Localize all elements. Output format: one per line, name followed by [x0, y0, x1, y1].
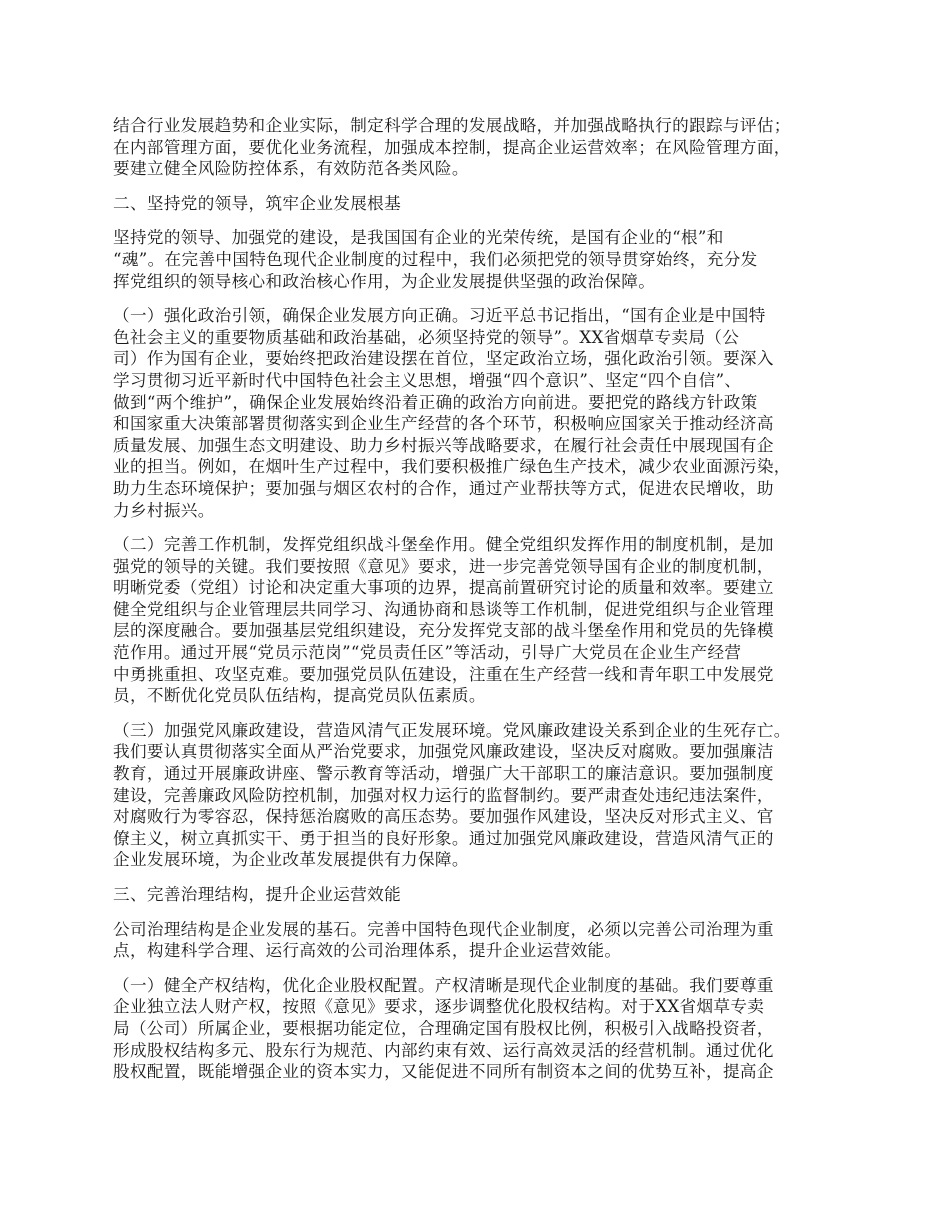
paragraph-line: 业的担当。例如，在烟叶生产过程中，我们要积极推广绿色生产技术，减少农业面源污染， — [113, 457, 791, 477]
paragraph-line: （一）强化政治引领，确保企业发展方向正确。习近平总书记指出，“国有企业是中国特 — [113, 306, 766, 326]
paragraph-line: 结合行业发展趋势和企业实际，制定科学合理的发展战略，并加强战略执行的跟踪与评估； — [113, 116, 791, 135]
paragraph-line: 强党的领导的关键。我们要按照《意见》要求，进一步完善党领导国有企业的制度机制， — [113, 556, 774, 576]
paragraph-line: 企业独立法人财产权，按照《意见》要求，逐步调整优化股权结构。对于XX省烟草专卖 — [113, 997, 765, 1017]
body-paragraph — [113, 975, 853, 1083]
body-paragraph — [113, 919, 853, 962]
paragraph-line: 僚主义，树立真抓实干、勇于担当的良好形象。通过加强党风廉政建设，营造风清气正的 — [113, 828, 774, 848]
paragraph-line: （三）加强党风廉政建设，营造风清气正发展环境。党风廉政建设关系到企业的生死存亡。 — [113, 720, 791, 740]
paragraph-line: 我们要认真贯彻落实全面从严治党要求，加强党风廉政建设，坚决反对腐败。要加强廉洁 — [113, 742, 774, 762]
paragraph-line: 和国家重大决策部署贯彻落实到企业生产经营的各个环节，积极响应国家关于推动经济高 — [113, 414, 774, 434]
section-heading — [113, 884, 853, 906]
heading-text: 二、坚持党的领导，筑牢企业发展根基 — [113, 193, 402, 213]
paragraph-line: 坚持党的领导、加强党的建设，是我国国有企业的光荣传统，是国有企业的“根”和 — [113, 228, 724, 248]
paragraph-line: 在内部管理方面，要优化业务流程，加强成本控制，提高企业运营效率；在风险管理方面， — [113, 137, 791, 157]
paragraph-line: 要建立健全风险防控体系，有效防范各类风险。 — [113, 159, 469, 179]
body-paragraph — [113, 720, 853, 871]
paragraph-line: 学习贯彻习近平新时代中国特色社会主义思想，增强“四个意识”、坚定“四个自信”、 — [113, 370, 742, 390]
body-paragraph — [113, 227, 853, 292]
paragraph-line: 司）作为国有企业，要始终把政治建设摆在首位，坚定政治立场，强化政治引领。要深入 — [113, 349, 774, 369]
paragraph-line: （一）健全产权结构，优化企业股权配置。产权清晰是现代企业制度的基础。我们要尊重 — [113, 975, 774, 995]
paragraph-line: 健全党组织与企业管理层共同学习、沟通协商和恳谈等工作机制，促进党组织与企业管理 — [113, 599, 774, 619]
paragraph-line: 明晰党委（党组）讨论和决定重大事项的边界，提高前置研究讨论的质量和效率。要建立 — [113, 578, 774, 598]
paragraph-line: 形成股权结构多元、股东行为规范、内部约束有效、运行高效灵活的经营机制。通过优化 — [113, 1040, 774, 1060]
body-paragraph — [113, 115, 853, 180]
paragraph-line: 色社会主义的重要物质基础和政治基础，必须坚持党的领导”。XX省烟草专卖局（公 — [113, 327, 740, 347]
section-heading — [113, 193, 853, 215]
paragraph-line: 质量发展、加强生态文明建设、助力乡村振兴等战略要求，在履行社会责任中展现国有企 — [113, 435, 774, 455]
body-paragraph — [113, 305, 853, 521]
paragraph-line: 中勇挑重担、攻坚克难。要加强党员队伍建设，注重在生产经营一线和青年职工中发展党 — [113, 664, 774, 684]
paragraph-line: 企业发展环境，为企业改革发展提供有力保障。 — [113, 850, 469, 870]
paragraph-line: 股权配置，既能增强企业的资本实力，又能促进不同所有制资本之间的优势互补，提高企 — [113, 1062, 774, 1082]
paragraph-line: 点，构建科学合理、运行高效的公司治理体系，提升企业运营效能。 — [113, 941, 622, 961]
paragraph-line: 对腐败行为零容忍，保持惩治腐败的高压态势。要加强作风建设，坚决反对形式主义、官 — [113, 807, 774, 827]
paragraph-line: “魂”。在完善中国特色现代企业制度的过程中，我们必须把党的领导贯穿始终，充分发 — [113, 249, 758, 269]
body-paragraph — [113, 534, 853, 707]
paragraph-line: 公司治理结构是企业发展的基石。完善中国特色现代企业制度，必须以完善公司治理为重 — [113, 919, 774, 939]
paragraph-line: 建设，完善廉政风险防控机制，加强对权力运行的监督制约。要严肃查处违纪违法案件， — [113, 785, 774, 805]
heading-text: 三、完善治理结构，提升企业运营效能 — [113, 885, 402, 904]
document-page — [113, 115, 853, 1096]
paragraph-line: 教育，通过开展廉政讲座、警示教育等活动，增强广大干部职工的廉洁意识。要加强制度 — [113, 764, 774, 784]
paragraph-line: 力乡村振兴。 — [113, 500, 215, 520]
paragraph-line: 员，不断优化党员队伍结构，提高党员队伍素质。 — [113, 686, 486, 706]
paragraph-line: 局（公司）所属企业，要根据功能定位，合理确定国有股权比例，积极引入战略投资者， — [113, 1018, 774, 1038]
paragraph-line: （二）完善工作机制，发挥党组织战斗堡垒作用。健全党组织发挥作用的制度机制，是加 — [113, 535, 774, 555]
paragraph-line: 做到“两个维护”，确保企业发展始终沿着正确的政治方向前进。要把党的路线方针政策 — [113, 392, 758, 412]
paragraph-line: 层的深度融合。要加强基层党组织建设，充分发挥党支部的战斗堡垒作用和党员的先锋模 — [113, 621, 774, 641]
paragraph-line: 助力生态环境保护；要加强与烟区农村的合作，通过产业帮扶等方式，促进农民增收，助 — [113, 478, 774, 498]
paragraph-line: 范作用。通过开展“党员示范岗”“党员责任区”等活动，引导广大党员在企业生产经营 — [113, 643, 742, 663]
paragraph-line: 挥党组织的领导核心和政治核心作用，为企业发展提供坚强的政治保障。 — [113, 271, 656, 291]
